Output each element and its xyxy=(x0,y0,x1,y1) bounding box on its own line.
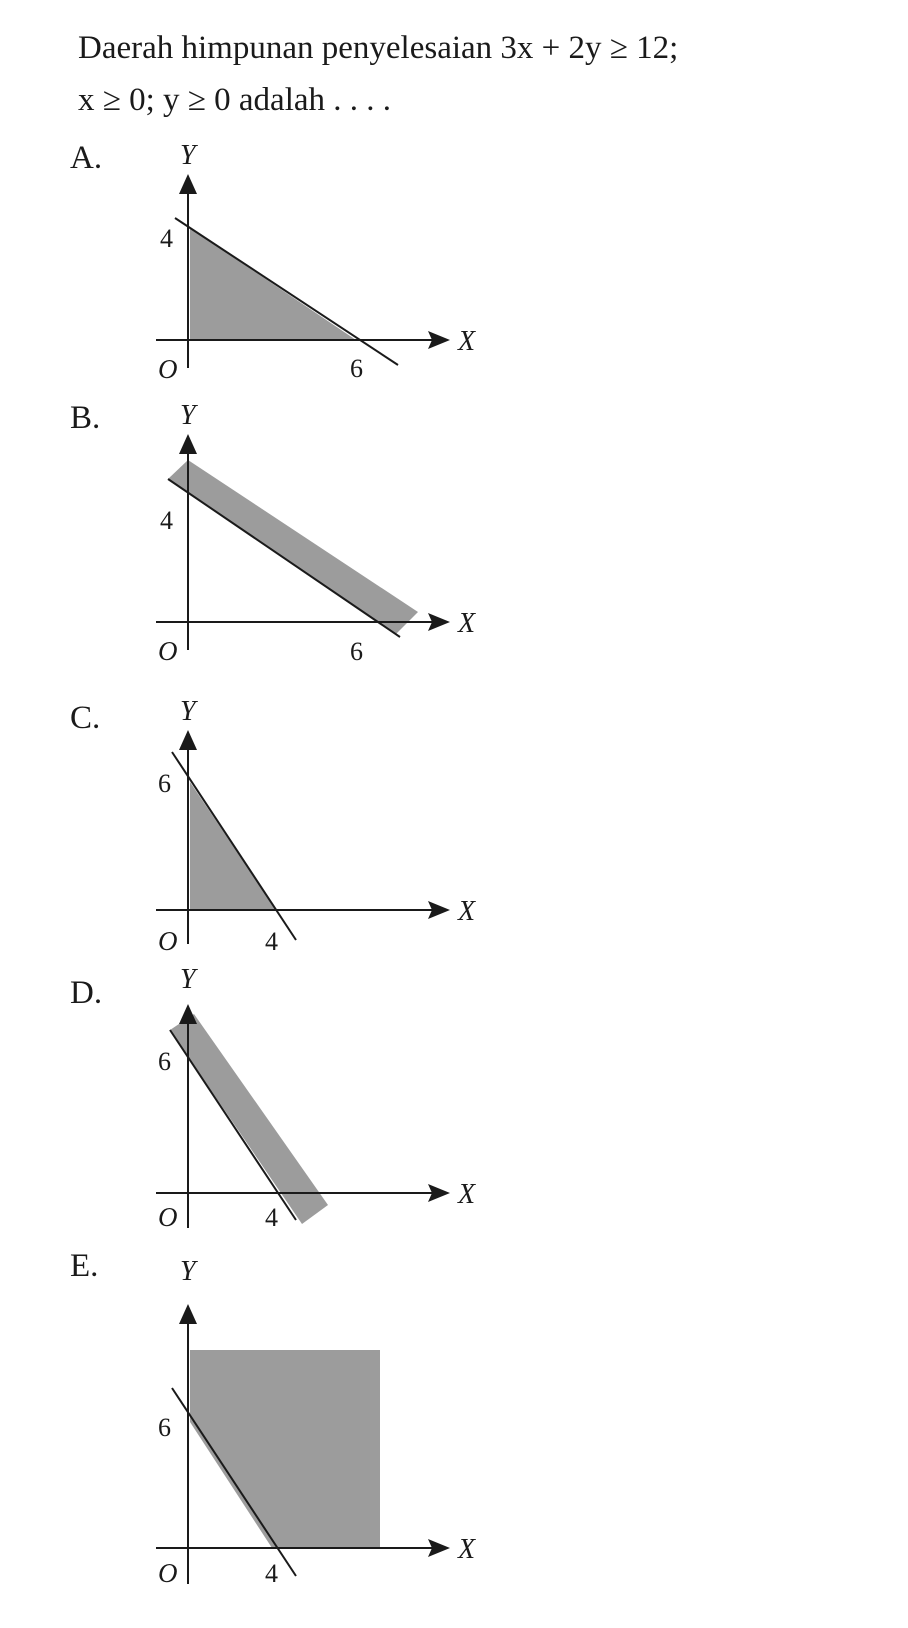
y-axis-arrow xyxy=(179,1004,197,1024)
y-tick-label: 6 xyxy=(158,1413,171,1442)
origin-label: O xyxy=(158,1558,178,1588)
x-axis-name: X xyxy=(458,1534,476,1565)
origin-label: O xyxy=(158,636,178,666)
option-d-label[interactable]: D. xyxy=(70,975,103,1011)
x-tick-label: 6 xyxy=(350,354,363,383)
y-axis-arrow xyxy=(179,730,197,750)
option-c-graph[interactable] xyxy=(120,696,540,982)
inequality-constraints: x ≥ 0; y ≥ 0 xyxy=(78,82,231,118)
question-intro: Daerah himpunan penyelesaian xyxy=(78,30,493,66)
option-b-label[interactable]: B. xyxy=(70,400,101,436)
y-axis-name: Y xyxy=(180,400,196,431)
origin-label: O xyxy=(158,926,178,956)
y-axis-name: Y xyxy=(180,140,196,171)
shaded-region xyxy=(190,1350,380,1548)
y-tick-label: 4 xyxy=(160,506,173,535)
question-text xyxy=(78,22,878,126)
y-axis-arrow xyxy=(179,174,197,194)
question-line-1 xyxy=(78,22,878,74)
origin-label: O xyxy=(158,1202,178,1232)
boundary-line xyxy=(168,479,400,637)
option-a-label[interactable]: A. xyxy=(70,140,103,176)
x-tick-label: 6 xyxy=(350,637,363,666)
x-axis-name: X xyxy=(458,608,476,639)
y-axis-name: Y xyxy=(180,1256,196,1287)
option-c-label[interactable]: C. xyxy=(70,700,101,736)
origin-label: O xyxy=(158,354,178,384)
x-axis-name: X xyxy=(458,1179,476,1210)
y-axis-name: Y xyxy=(180,696,196,727)
option-e-label[interactable]: E. xyxy=(70,1248,99,1284)
inequality-main: 3x + 2y ≥ 12; xyxy=(500,30,679,66)
y-axis-name: Y xyxy=(180,964,196,995)
y-tick-label: 4 xyxy=(160,224,173,253)
option-e-graph[interactable] xyxy=(120,1256,540,1588)
y-axis-arrow xyxy=(179,434,197,454)
option-b-graph[interactable] xyxy=(120,400,540,682)
x-axis-name: X xyxy=(458,326,476,357)
x-tick-label: 4 xyxy=(265,1559,278,1588)
shaded-region xyxy=(168,460,418,634)
question-line-2 xyxy=(78,74,878,126)
y-tick-label: 6 xyxy=(158,1047,171,1076)
option-d-graph[interactable] xyxy=(120,964,540,1270)
x-tick-label: 4 xyxy=(265,1203,278,1232)
y-tick-label: 6 xyxy=(158,769,171,798)
question-ending: adalah . . . . xyxy=(238,82,392,118)
y-axis-arrow xyxy=(179,1304,197,1324)
option-a-graph[interactable] xyxy=(120,140,540,420)
x-axis-name: X xyxy=(458,896,476,927)
x-tick-label: 4 xyxy=(265,927,278,956)
